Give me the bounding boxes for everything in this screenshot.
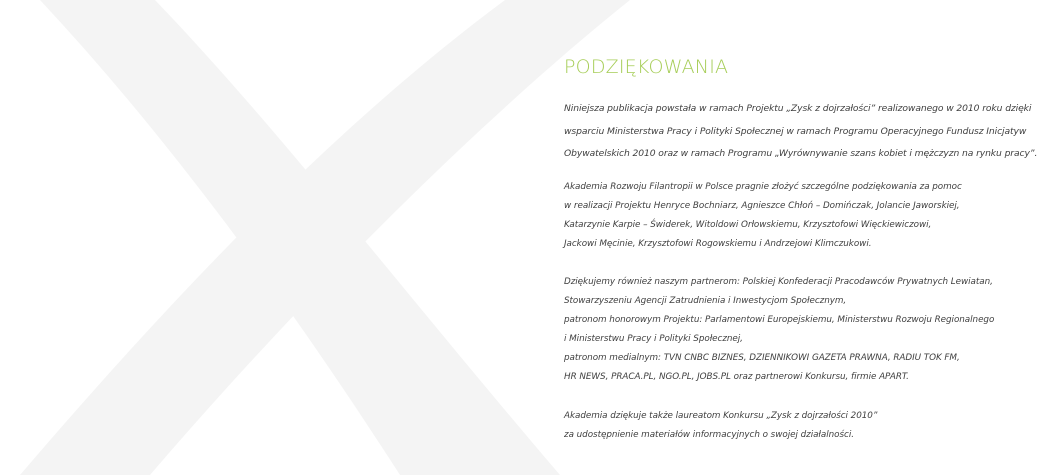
paragraph-partner-thanks — [564, 276, 995, 390]
text-line: Dziękujemy również naszym partnerom: Polskiej Konfederacji Pracodawców Prywatnych Lewiatan, — [564, 277, 993, 287]
paragraph-laureate-thanks — [564, 410, 964, 448]
text-line: Obywatelskich 2010 oraz w ramach Programu „Wyrównywanie szans kobiet i mężczyzn na rynku pracy”. — [564, 148, 1037, 159]
text-line: w realizacji Projektu Henryce Bochniarz, Agnieszce Chłoń – Domińczak, Jolancie Jaworskiej, — [564, 201, 960, 211]
text-line: Jackowi Męcinie, Krzysztofowi Rogowskiemu i Andrzejowi Klimczukowi. — [564, 239, 872, 249]
paragraph-individual-thanks — [564, 181, 964, 257]
text-line: za udostępnienie materiałów informacyjnych o swojej działalności. — [564, 430, 854, 440]
page-title: PODZIĘKOWANIA — [564, 56, 729, 78]
text-line: Niniejsza publikacja powstała w ramach Projektu „Zysk z dojrzałości” realizowanego w 2010 roku dzięki — [564, 103, 1032, 114]
text-line: Akademia dziękuje także laureatom Konkursu „Zysk z dojrzałości 2010” — [564, 411, 878, 421]
paragraph-publication-info — [564, 103, 1037, 171]
text-line: Stowarzyszeniu Agencji Zatrudnienia i Inwestycjom Społecznym, — [564, 296, 847, 306]
text-line: i Ministerstwu Pracy i Polityki Społecznej, — [564, 334, 743, 344]
text-line: Akademia Rozwoju Filantropii w Polsce pragnie złożyć szczególne podziękowania za pomoc — [564, 182, 962, 192]
text-line: patronom medialnym: TVN CNBC BIZNES, DZIENNIKOWI GAZETA PRAWNA, RADIU TOK FM, — [564, 353, 960, 363]
text-line: wsparciu Ministerstwa Pracy i Polityki Społecznej w ramach Programu Operacyjnego Fundusz Inicjatyw — [564, 125, 1027, 137]
text-line: HR NEWS, PRACA.PL, NGO.PL, JOBS.PL oraz partnerowi Konkursu, firmie APART. — [564, 372, 909, 382]
text-line: patronom honorowym Projektu: Parlamentowi Europejskiemu, Ministerstwu Rozwoju Regionalnego — [564, 315, 995, 325]
text-line: Katarzynie Karpie – Świderek, Witoldowi Orłowskiemu, Krzysztofowi Więckiewiczowi, — [564, 220, 932, 230]
